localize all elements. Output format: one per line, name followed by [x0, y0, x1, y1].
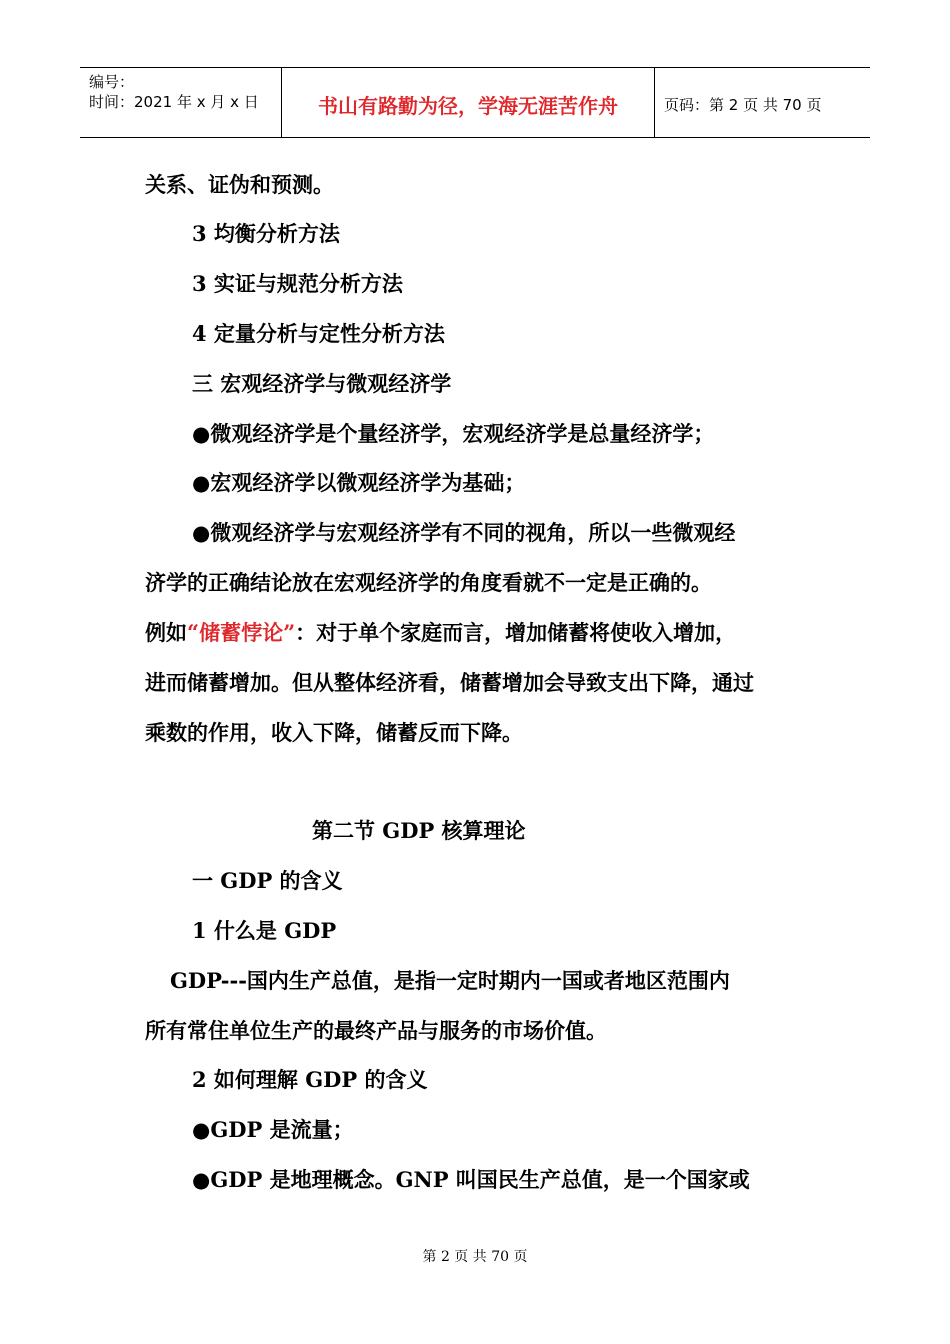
- header-page-cell: [655, 68, 870, 137]
- savings-paradox-term: “储蓄悖论”: [187, 620, 296, 645]
- bullet-item: ●微观经济学与宏观经济学有不同的视角，所以一些微观经: [192, 520, 736, 545]
- page-header: [80, 67, 870, 138]
- body-line: 乘数的作用，收入下降，储蓄反而下降。: [145, 720, 523, 745]
- header-motto: 书山有路勤为径，学海无涯苦作舟: [318, 94, 618, 118]
- body-line: 进而储蓄增加。但从整体经济看，储蓄增加会导致支出下降，通过: [145, 670, 754, 695]
- bullet-item: ●GDP 是流量；: [192, 1117, 354, 1142]
- section-heading: 2 如何理解 GDP 的含义: [192, 1067, 428, 1092]
- body-line: GDP---国内生产总值，是指一定时期内一国或者地区范围内: [170, 968, 730, 993]
- bullet-item: ●GDP 是地理概念。GNP 叫国民生产总值，是一个国家或: [192, 1167, 750, 1192]
- bullet-item: ●微观经济学是个量经济学，宏观经济学是总量经济学；: [192, 421, 715, 446]
- document-number-label: 编号：: [89, 73, 135, 91]
- section-heading: 一 GDP 的含义: [192, 868, 343, 893]
- section-heading: 1 什么是 GDP: [192, 918, 337, 943]
- page-footer: 第 2 页 共 70 页: [422, 1249, 528, 1265]
- header-motto-cell: [282, 68, 655, 137]
- section-heading: 4 定量分析与定性分析方法: [192, 321, 445, 346]
- section-heading: 3 均衡分析方法: [192, 221, 340, 246]
- bullet-item: ●宏观经济学以微观经济学为基础；: [192, 470, 526, 495]
- body-line: 所有常住单位生产的最终产品与服务的市场价值。: [145, 1018, 607, 1043]
- document-date-label: 时间：2021 年 x 月 x 日: [89, 93, 259, 111]
- chapter-section-title: 第二节 GDP 核算理论: [312, 818, 526, 843]
- header-page-info: 页码：第 2 页 共 70 页: [664, 96, 822, 114]
- example-text: ：对于单个家庭而言，增加储蓄将使收入增加，: [295, 620, 737, 645]
- header-meta-cell: [80, 68, 282, 137]
- body-line: 关系、证伪和预测。: [145, 172, 334, 197]
- body-line: 济学的正确结论放在宏观经济学的角度看就不一定是正确的。: [145, 570, 712, 595]
- section-heading: 3 实证与规范分析方法: [192, 271, 403, 296]
- example-prefix: 例如: [145, 620, 187, 645]
- body-line: [145, 618, 736, 648]
- section-heading: 三 宏观经济学与微观经济学: [192, 371, 452, 396]
